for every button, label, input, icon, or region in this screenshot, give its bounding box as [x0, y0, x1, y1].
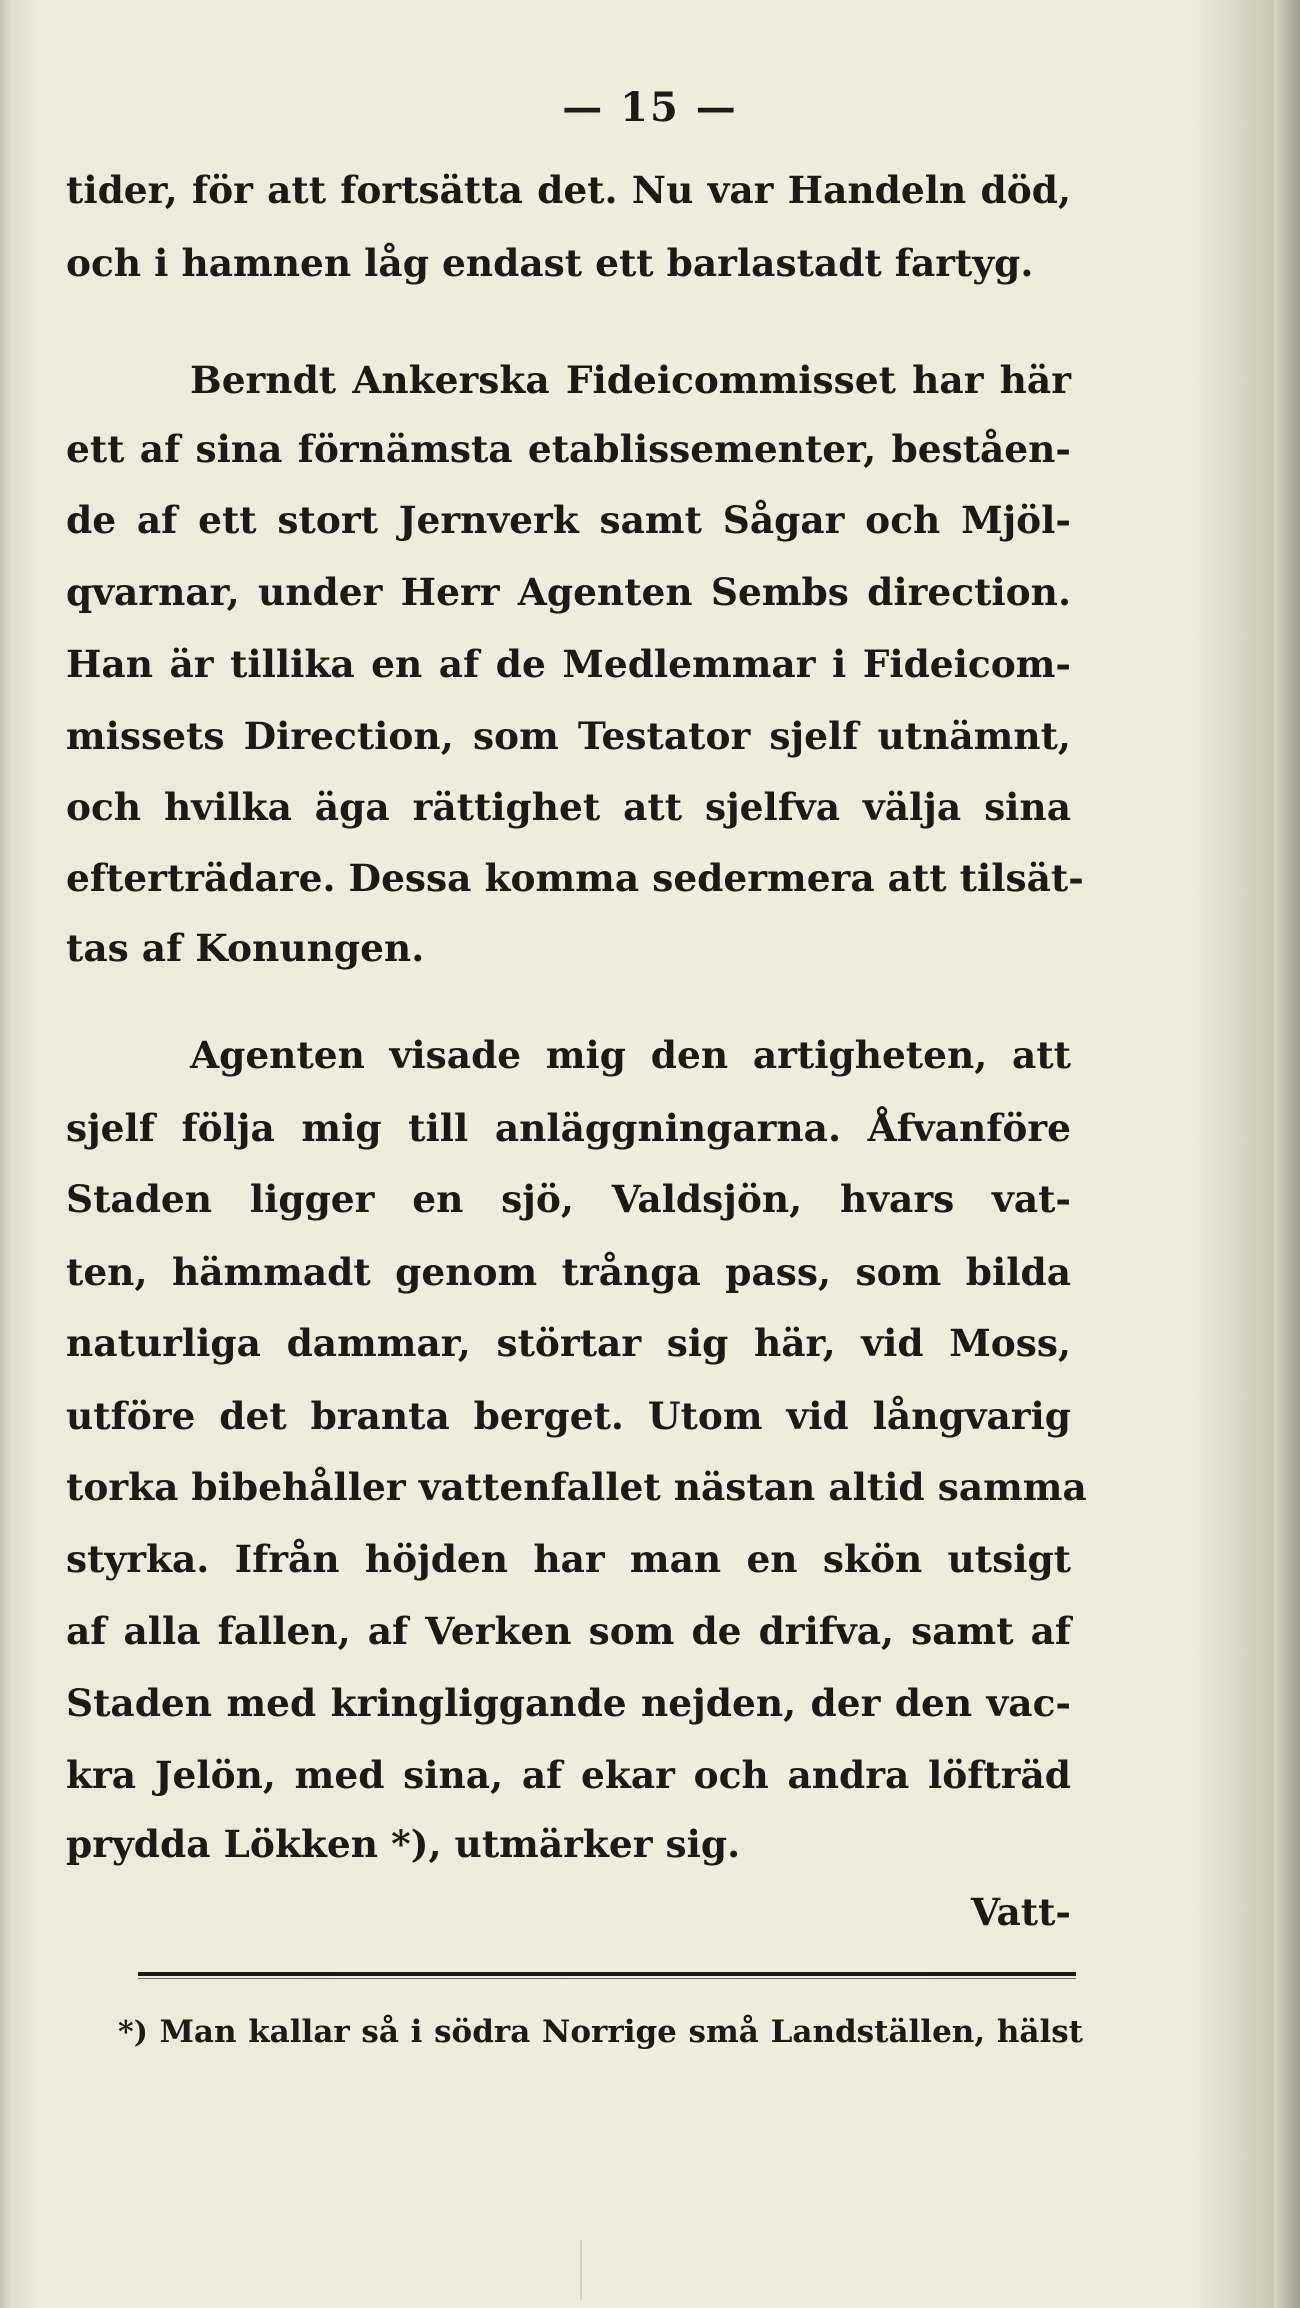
text-line-2: och i hamnen låg endast ett barlastadt fartyg. — [66, 241, 1034, 285]
text-line-5: de af ett stort Jernverk samt Sågar och Mjöl- — [66, 498, 1071, 542]
footnote-text: Man kallar så i södra Norrige små Landställen, hälst — [159, 2014, 1083, 2050]
text-line-4: ett af sina förnämsta etablissementer, beståen- — [66, 427, 1071, 471]
text-line-3: Berndt Ankerska Fideicommisset har här — [190, 358, 1071, 402]
text-line-8: missets Direction, som Testator sjelf utnämnt, — [66, 714, 1071, 758]
text-line-7: Han är tillika en af de Medlemmar i Fideicom- — [66, 642, 1071, 686]
text-line-13: sjelf följa mig till anläggningarna. Åfvanföre — [66, 1106, 1071, 1150]
text-line-17: utföre det branta berget. Utom vid långvarig — [66, 1394, 1071, 1438]
text-line-6: qvarnar, under Herr Agenten Sembs direction. — [66, 570, 1071, 614]
page-left-edge — [0, 0, 14, 2308]
text-line-11: tas af Konungen. — [66, 926, 425, 970]
catchword: Vatt- — [970, 1890, 1071, 1934]
footnote-rule — [138, 1972, 1076, 1976]
text-line-20: af alla fallen, af Verken som de drifva, samt af — [66, 1609, 1071, 1653]
footnote — [118, 2014, 1083, 2050]
page-number: — 15 — — [562, 84, 738, 131]
text-line-19: styrka. Ifrån höjden har man en skön utsigt — [66, 1537, 1071, 1581]
text-line-16: naturliga dammar, störtar sig här, vid Moss, — [66, 1321, 1071, 1365]
text-line-21: Staden med kringliggande nejden, der den vac- — [66, 1681, 1071, 1725]
text-line-12: Agenten visade mig den artigheten, att — [190, 1033, 1071, 1077]
text-line-14: Staden ligger en sjö, Valdsjön, hvars vat- — [66, 1177, 1071, 1221]
text-line-1: tider, för att fortsätta det. Nu var Handeln död, — [66, 168, 1071, 212]
text-line-10: efterträdare. Dessa komma sedermera att tilsät- — [66, 856, 1084, 900]
text-line-22: kra Jelön, med sina, af ekar och andra löfträd — [66, 1753, 1071, 1797]
page-right-edge — [1274, 0, 1300, 2308]
text-line-15: ten, hämmadt genom trånga pass, som bilda — [66, 1250, 1071, 1294]
text-line-18: torka bibehåller vattenfallet nästan altid samma — [66, 1465, 1087, 1509]
text-line-9: och hvilka äga rättighet att sjelfva välja sina — [66, 785, 1071, 829]
text-line-23: prydda Lökken *), utmärker sig. — [66, 1822, 741, 1866]
paper-crease-mark — [580, 2240, 582, 2300]
footnote-rule-shadow — [138, 1978, 1076, 1979]
footnote-mark: *) — [118, 2015, 148, 2050]
